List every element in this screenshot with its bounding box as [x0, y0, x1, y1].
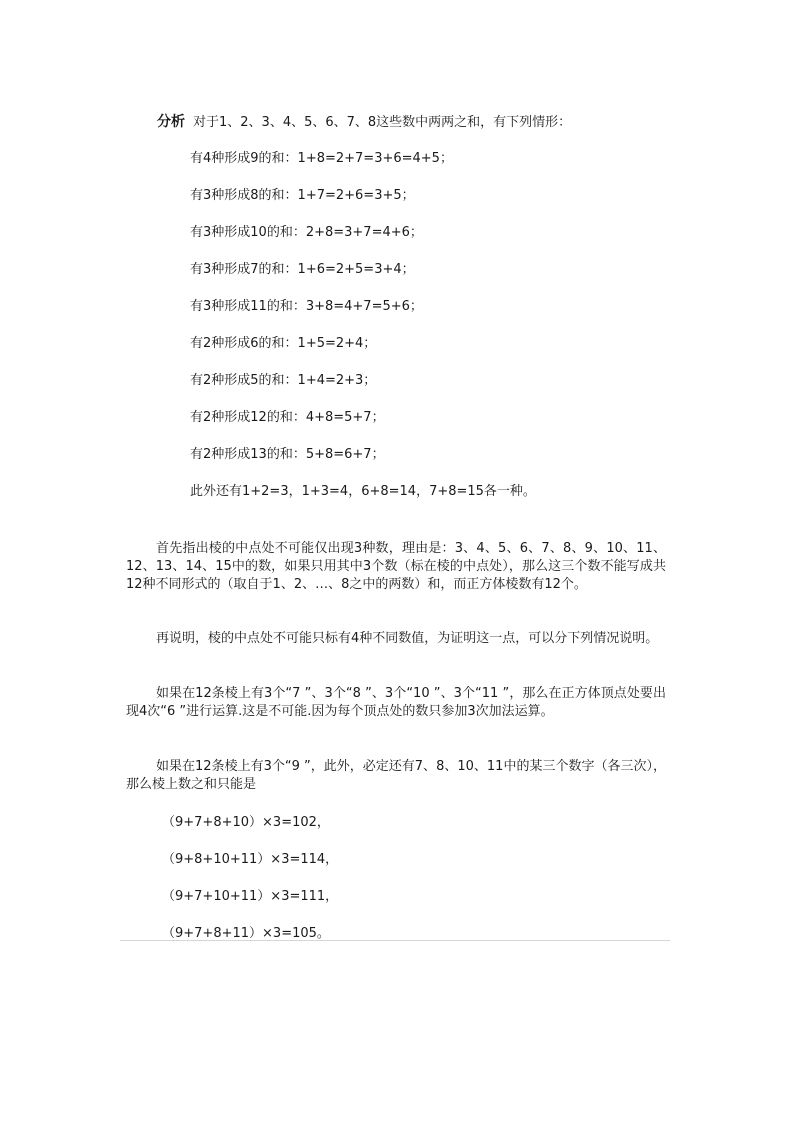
case-line: 有2种形成12的和：4+8=5+7； — [190, 410, 385, 425]
paragraph-third: 如果在12条棱上有3个“7 ”、3个“8 ”、3个“10 ”、3个“11 ”，那么在正方体顶点处要出现4次“6 ”进行运算.这是不可能.因为每个顶点处的数只参加3次加法运算。 — [126, 686, 666, 719]
formula-line: （9+7+8+10）×3=102， — [162, 815, 330, 830]
formula-line: （9+7+10+11）×3=111， — [162, 889, 339, 904]
formula-line: （9+7+8+11）×3=105。 — [162, 926, 330, 941]
analysis-intro: 对于1、2、3、4、5、6、7、8这些数中两两之和，有下列情形： — [193, 115, 572, 130]
page-divider — [120, 940, 670, 941]
paragraph-fourth: 如果在12条棱上有3个“9 ”，此外，必定还有7、8、10、11中的某三个数字（各三次），那么棱上数之和只能是 — [126, 759, 667, 792]
case-line: 有3种形成7的和：1+6=2+5=3+4； — [190, 262, 415, 277]
case-line: 此外还有1+2=3，1+3=4，6+8=14，7+8=15各一种。 — [190, 484, 536, 499]
case-line: 有3种形成10的和：2+8=3+7=4+6； — [190, 225, 423, 240]
case-line: 有3种形成11的和：3+8=4+7=5+6； — [190, 299, 423, 314]
case-line: 有2种形成13的和：5+8=6+7； — [190, 447, 385, 462]
case-line: 有3种形成8的和：1+7=2+6=3+5； — [190, 188, 415, 203]
paragraph-second: 再说明，棱的中点处不可能只标有4种不同数值，为证明这一点，可以分下列情况说明。 — [156, 631, 659, 646]
case-line: 有2种形成5的和：1+4=2+3； — [190, 373, 377, 388]
analysis-label: 分析 — [157, 114, 185, 130]
case-line: 有2种形成6的和：1+5=2+4； — [190, 336, 377, 351]
formula-line: （9+8+10+11）×3=114， — [162, 852, 339, 867]
analysis-heading — [157, 113, 571, 132]
case-line: 有4种形成9的和：1+8=2+7=3+6=4+5； — [190, 151, 453, 166]
paragraph-first: 首先指出棱的中点处不可能仅出现3种数，理由是：3、4、5、6、7、8、9、10、11、12、13、14、15中的数，如果只用其中3个数（标在棱的中点处），那么这三个数不能写成共12种不同形式的（取自于1、2、…、8之中的两数）和，而正方体棱数有12个。 — [126, 541, 666, 592]
